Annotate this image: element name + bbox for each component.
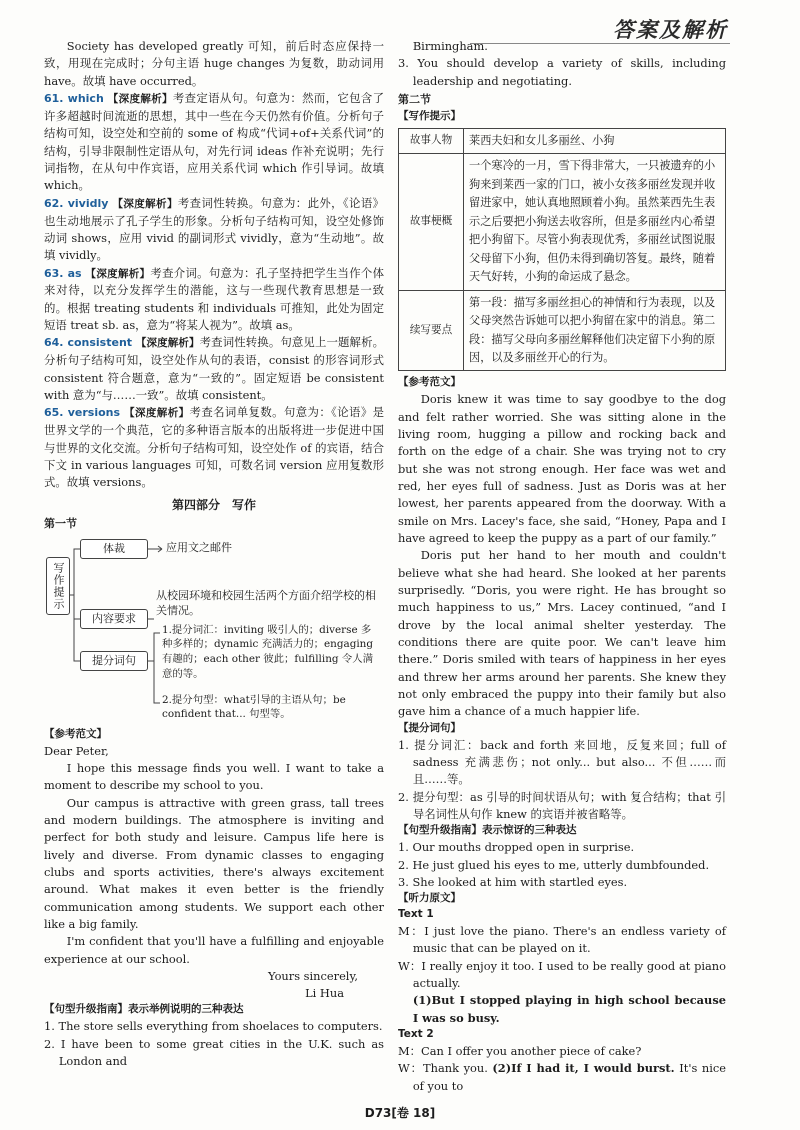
answer-64 [44,334,384,404]
reference-essay-label: 【参考范文】 [44,727,107,740]
writing-hint-label: 【写作提示】 [398,109,461,122]
part-four-title: 第四部分 写作 [171,497,256,512]
mindmap-vocab-text: 1.提分词汇：inviting 吸引人的；diverse 多种多样的；dynamic 充满活力的；engaging 有趣的；each other 彼此；fulfilling 令人满意的等。 [162,623,374,680]
answer-text: 考查定语从句。句意为：然而，它包含了许多超越时间流逝的思想，其中一些在今天仍然有价值。分析句子结构可知，设空处和空前的 some of 构成“代词+of+关系代词”的结构，引导非限制性定语从句，对先行词 ideas 作补充说明；先行词指物，在从句中作宾语，应用关系代词 which 作引导词。故填 which。 [44,90,384,193]
row-value: 莱西夫妇和女儿多丽丝、小狗 [464,128,726,153]
answer-number: 62. vividly [44,196,109,210]
sentence-3: 3. You should develop a variety of skills, including leadership and negotiating. [398,56,726,88]
writing-hint-table [398,128,726,372]
phrase-item-2: 2. 提分句型：as 引导的时间状语从句；with 复合结构；that 引导名词性从句作 knew 的宾语并被省略等。 [398,789,726,821]
letter-greeting: Dear Peter, [44,743,109,758]
row-key: 故事人物 [399,128,464,153]
letter-paragraph-1: I hope this message finds you well. I want to take a moment to describe my school to you. [44,760,384,793]
row-value: 一个寒冷的一月，雪下得非常大，一只被遗弃的小狗来到莱西一家的门口，被小女孩多丽丝发现并收留进家中，她认真地照顾着小狗。虽然莱西先生表示之后要把小狗送去收容所，但是多丽丝内心希望把小狗留下。尽管小狗表现优秀，多丽丝试图说服父母留下小狗，但仍未得到确切答复。最终，随着天气好转，小狗的命运成了悬念。 [464,154,726,290]
key-sentence-1: (1)But I stopped playing in high school because I was so busy. [412,993,726,1025]
key-sentence-2: (2)If I had it, I would burst. [492,1061,675,1076]
page-header-title: 答案及解析 [613,17,728,42]
utterance: I just love the piano. There's an endless variety of music that can be played on it. [412,924,726,956]
answer-text: 考查词性转换。句意见上一题解析。分析句子结构可知，设空处作从句的表语，consist 的形容词形式 consistent 符合题意，意为“一致的”。固定短语 be consistent with 意为“与……一致”。故填 consistent。 [44,335,384,403]
example-guide-title: 【句型升级指南】表示举例说明的三种表达 [44,1003,244,1016]
section-two-label: 第二节 [398,92,431,106]
utterance: W：Thank you. [398,1061,493,1076]
dialogue-line [398,923,726,958]
mindmap-genre-text: 应用文之邮件 [166,540,232,554]
surprise-sentence-2: 2. He just glued his eyes to me, utterly dumbfounded. [398,857,710,872]
right-column [398,38,726,1095]
text-2-label: Text 2 [398,1028,434,1041]
answer-61 [44,90,384,195]
answer-text: 考查词性转换。句意为：此外，《论语》也生动地展示了孔子学生的形象。分析句子结构可知，设空处修饰动词 shows，应用 vivid 的副词形式 vividly，意为“生动地”。故填 vividly。 [44,195,385,263]
dialogue-line [398,1060,726,1095]
answer-number: 65. versions [44,406,121,420]
phrase-item-1: 1. 提分词汇：back and forth 来回地，反复来回；full of sadness 充满悲伤；not only... but also... 不但……而且……等。 [398,737,726,787]
utterance: I really enjoy it too. I used to be really good at piano actually. [412,958,726,991]
utterance: It's nice of you to [412,1061,726,1093]
speaker: M： [398,924,425,939]
example-sentence-1: 1. The store sells everything from shoelaces to computers. [44,1019,383,1034]
answer-63 [44,265,384,335]
surprise-sentence-3: 3. She looked at him with startled eyes. [398,874,628,889]
mindmap-node-phrases: 提分词句 [80,651,148,671]
continued-text: Birmingham. [412,39,488,53]
mindmap-root: 写作提示 [46,557,70,615]
table-row [399,128,726,153]
answer-text: 考查名词单复数。句意为：《论语》是世界文学的一个典范，它的多种语言版本的出版将进一步促进中国与世界的文化交流。分析句子结构可知，设空处作 of 的宾语，结合下文 in various languages 可知，可数名词 version 应用复数形式。故填 versions。 [44,405,385,490]
answer-text: 考查介词。句意为：孔子坚持把学生当作个体来对待，以充分发挥学生的潜能，这与一些现代教育思想是一致的。根据 treating students 和 individuals 可推知，此处为固定短语 treat sb. as，意为“将某人视为”。故填 as。 [44,265,384,333]
intro-paragraph: Society has developed greatly 可知，前后时态应保持一致，用现在完成时；分句主语 huge changes 为复数，助动词用 have。故填 have occurred。 [44,39,384,88]
surprise-guide-title: 【句型升级指南】表示惊讶的三种表达 [398,824,577,837]
left-column [44,38,384,1070]
letter-paragraph-3: I'm confident that you'll have a fulfilling and enjoyable experience at our school. [44,934,384,966]
analysis-tag: 【深度解析】 [124,407,190,420]
mindmap-content-text: 从校园环境和校园生活两个方面介绍学校的相关情况。 [156,588,376,618]
dialogue-line [398,958,726,993]
mindmap-node-genre: 体裁 [80,539,148,559]
reference-essay-label: 【参考范文】 [398,376,461,389]
answer-62 [44,195,384,265]
example-sentence-2: 2. I have been to some great cities in the U.K. such as London and [44,1036,384,1069]
dialogue-line: M：Can I offer you another piece of cake? [398,1044,642,1059]
page-number: D73[卷 18] [364,1105,436,1120]
text-1-label: Text 1 [398,908,434,921]
listening-script-label: 【听力原文】 [398,892,461,905]
answer-number: 61. which [44,91,104,105]
mindmap-sentence-text: 2.提分句型：what引导的主语从句；be confident that... 句型等。 [162,693,346,721]
analysis-tag: 【深度解析】 [107,92,173,105]
essay-paragraph-2: Doris put her hand to her mouth and couldn't believe what she had heard. She looked at her parents surprisedly. “Doris, you were right. He has brought so much happiness to us,” Mrs. Lacey continued, “and I drove by the local animal shelter yesterday. The conditions there are quite poor. We can't leave him there.” Doris smiled with tears of happiness in her eyes and threw her arms around her parents. She knew they not only embraced the puppy into their family but also gave him a chance of a much happier life. [398,548,726,719]
table-row [399,290,726,371]
essay-paragraph-1: Doris knew it was time to say goodbye to the dog and felt rather worried. She was sitting alone in the living room, hugging a pillow and rocking back and forth on the edge of a chair. She was trying not to cry but she was not strong enough. Her face was wet and red, her eyes full of sadness. Just as Doris was at her lowest, her parents appeared from the doorway. With a smile on Mrs. Lacey's face, she said, “Honey, Papa and I have agreed to keep the puppy as a part of our family.” [398,392,726,546]
row-key: 续写要点 [399,290,464,371]
section-one-label: 第一节 [44,516,77,530]
analysis-tag: 【深度解析】 [112,197,178,210]
analysis-tag: 【深度解析】 [85,267,151,280]
writing-hint-mindmap [44,535,384,723]
surprise-sentence-1: 1. Our mouths dropped open in surprise. [398,840,635,855]
answer-number: 64. consistent [44,336,133,350]
analysis-tag: 【深度解析】 [135,337,200,350]
letter-paragraph-2: Our campus is attractive with green grass, tall trees and modern buildings. The atmosphere is inviting and perfect for both study and leisure. Campus life here is lively and diverse. From dynamic classes to engaging clubs and sports activities, there's always excitement around. What makes it even better is the friendly communication among students. We support each other like a big family. [44,795,384,931]
row-key: 故事梗概 [399,154,464,290]
answer-number: 63. as [44,266,82,280]
letter-closing: Yours sincerely, [268,968,358,983]
table-row [399,154,726,290]
speaker: W： [398,958,422,973]
mindmap-node-content: 内容要求 [80,609,148,629]
key-phrases-label: 【提分词句】 [398,721,461,734]
row-value: 第一段：描写多丽丝担心的神情和行为表现，以及父母突然告诉她可以把小狗留在家中的消息。第二段：描写父母向多丽丝解释他们决定留下小狗的原因，以及多丽丝开心的行为。 [464,290,726,371]
answer-65 [44,404,384,491]
letter-signature: Li Hua [305,986,344,1001]
